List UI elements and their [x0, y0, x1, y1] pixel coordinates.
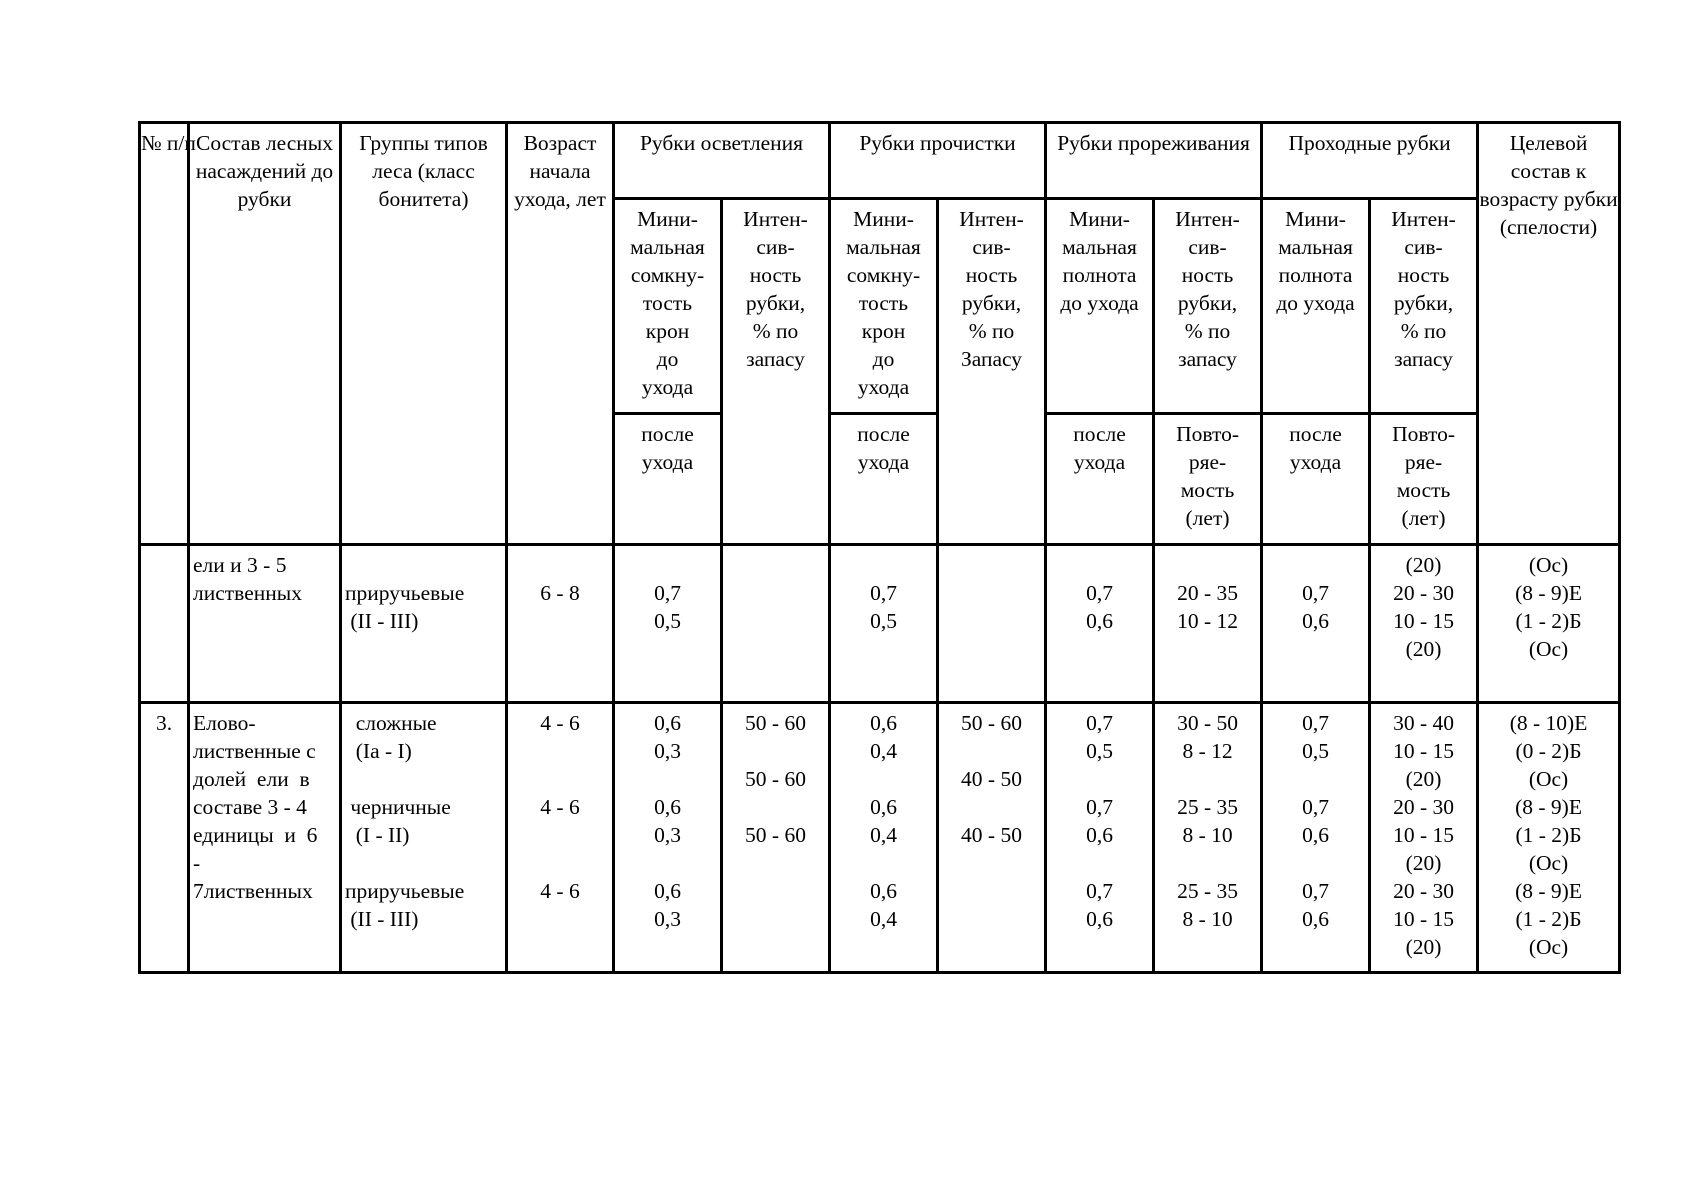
- header-thinning-int: Интен- сив- ность рубки, % по запасу: [1154, 199, 1262, 414]
- header-passage-min: Мини- мальная полнота до ухода: [1262, 199, 1370, 414]
- header-passage-int: Интен- сив- ность рубки, % по запасу: [1370, 199, 1478, 414]
- header-passage: Проходные рубки: [1262, 123, 1478, 199]
- header-row-1: [140, 123, 1620, 199]
- row2-num: 3.: [140, 703, 189, 973]
- row1-thinning-min: 0,7 0,6: [1046, 545, 1154, 703]
- header-cleaning: Рубки прочистки: [830, 123, 1046, 199]
- row2-target: (8 - 10)Е (0 - 2)Б (Ос) (8 - 9)Е (1 - 2)Б (Ос) (8 - 9)Е (1 - 2)Б (Ос): [1478, 703, 1620, 973]
- row2-thinning-int: 30 - 50 8 - 12 25 - 35 8 - 10 25 - 35 8 - 10: [1154, 703, 1262, 973]
- header-passage-repeat: Повто- ряе- мость (лет): [1370, 414, 1478, 545]
- row2-clearing-int: 50 - 60 50 - 60 50 - 60: [722, 703, 830, 973]
- table-row: [140, 545, 1620, 703]
- row1-num: [140, 545, 189, 703]
- table-row: [140, 703, 1620, 973]
- header-thinning-repeat: Повто- ряе- мость (лет): [1154, 414, 1262, 545]
- header-forest-types: Группы типов леса (класс бонитета): [341, 123, 507, 545]
- row2-cleaning-int: 50 - 60 40 - 50 40 - 50: [938, 703, 1046, 973]
- header-thinning: Рубки прореживания: [1046, 123, 1262, 199]
- row1-cleaning-int: [938, 545, 1046, 703]
- header-cleaning-after: после ухода: [830, 414, 938, 545]
- header-clearing: Рубки осветления: [614, 123, 830, 199]
- row1-thinning-int: 20 - 35 10 - 12: [1154, 545, 1262, 703]
- header-thinning-after: после ухода: [1046, 414, 1154, 545]
- row1-cleaning-min: 0,7 0,5: [830, 545, 938, 703]
- header-target: Целевой состав к возрасту рубки (спелости): [1478, 123, 1620, 545]
- row2-composition: Елово- лиственные с долей ели в составе 3 - 4 единицы и 6 - 7лиственных: [189, 703, 341, 973]
- header-clearing-min: Мини- мальная сомкну- тость крон до ухода: [614, 199, 722, 414]
- row1-age: 6 - 8: [507, 545, 614, 703]
- header-cleaning-min: Мини- мальная сомкну- тость крон до ухода: [830, 199, 938, 414]
- header-clearing-after: после ухода: [614, 414, 722, 545]
- header-passage-after: после ухода: [1262, 414, 1370, 545]
- row2-passage-int: 30 - 40 10 - 15 (20) 20 - 30 10 - 15 (20) 20 - 30 10 - 15 (20): [1370, 703, 1478, 973]
- header-start-age: Возраст начала ухода, лет: [507, 123, 614, 545]
- header-cleaning-int: Интен- сив- ность рубки, % по Запасу: [938, 199, 1046, 545]
- row1-clearing-min: 0,7 0,5: [614, 545, 722, 703]
- row1-clearing-int: [722, 545, 830, 703]
- row2-age: 4 - 6 4 - 6 4 - 6: [507, 703, 614, 973]
- forest-care-table: [138, 121, 1621, 974]
- header-num: № п/п: [140, 123, 189, 545]
- row1-composition: ели и 3 - 5 лиственных: [189, 545, 341, 703]
- header-clearing-int: Интен- сив- ность рубки, % по запасу: [722, 199, 830, 545]
- row2-passage-min: 0,7 0,5 0,7 0,6 0,7 0,6: [1262, 703, 1370, 973]
- row2-types: сложные (Iа - I) черничные (I - II) приручьевые (II - III): [341, 703, 507, 973]
- row2-clearing-min: 0,6 0,3 0,6 0,3 0,6 0,3: [614, 703, 722, 973]
- header-thinning-min: Мини- мальная полнота до ухода: [1046, 199, 1154, 414]
- row2-thinning-min: 0,7 0,5 0,7 0,6 0,7 0,6: [1046, 703, 1154, 973]
- row1-passage-int: (20) 20 - 30 10 - 15 (20): [1370, 545, 1478, 703]
- row1-target: (Ос) (8 - 9)Е (1 - 2)Б (Ос): [1478, 545, 1620, 703]
- row2-cleaning-min: 0,6 0,4 0,6 0,4 0,6 0,4: [830, 703, 938, 973]
- row1-types: приручьевые (II - III): [341, 545, 507, 703]
- row1-passage-min: 0,7 0,6: [1262, 545, 1370, 703]
- header-composition: Состав лесных насаждений до рубки: [189, 123, 341, 545]
